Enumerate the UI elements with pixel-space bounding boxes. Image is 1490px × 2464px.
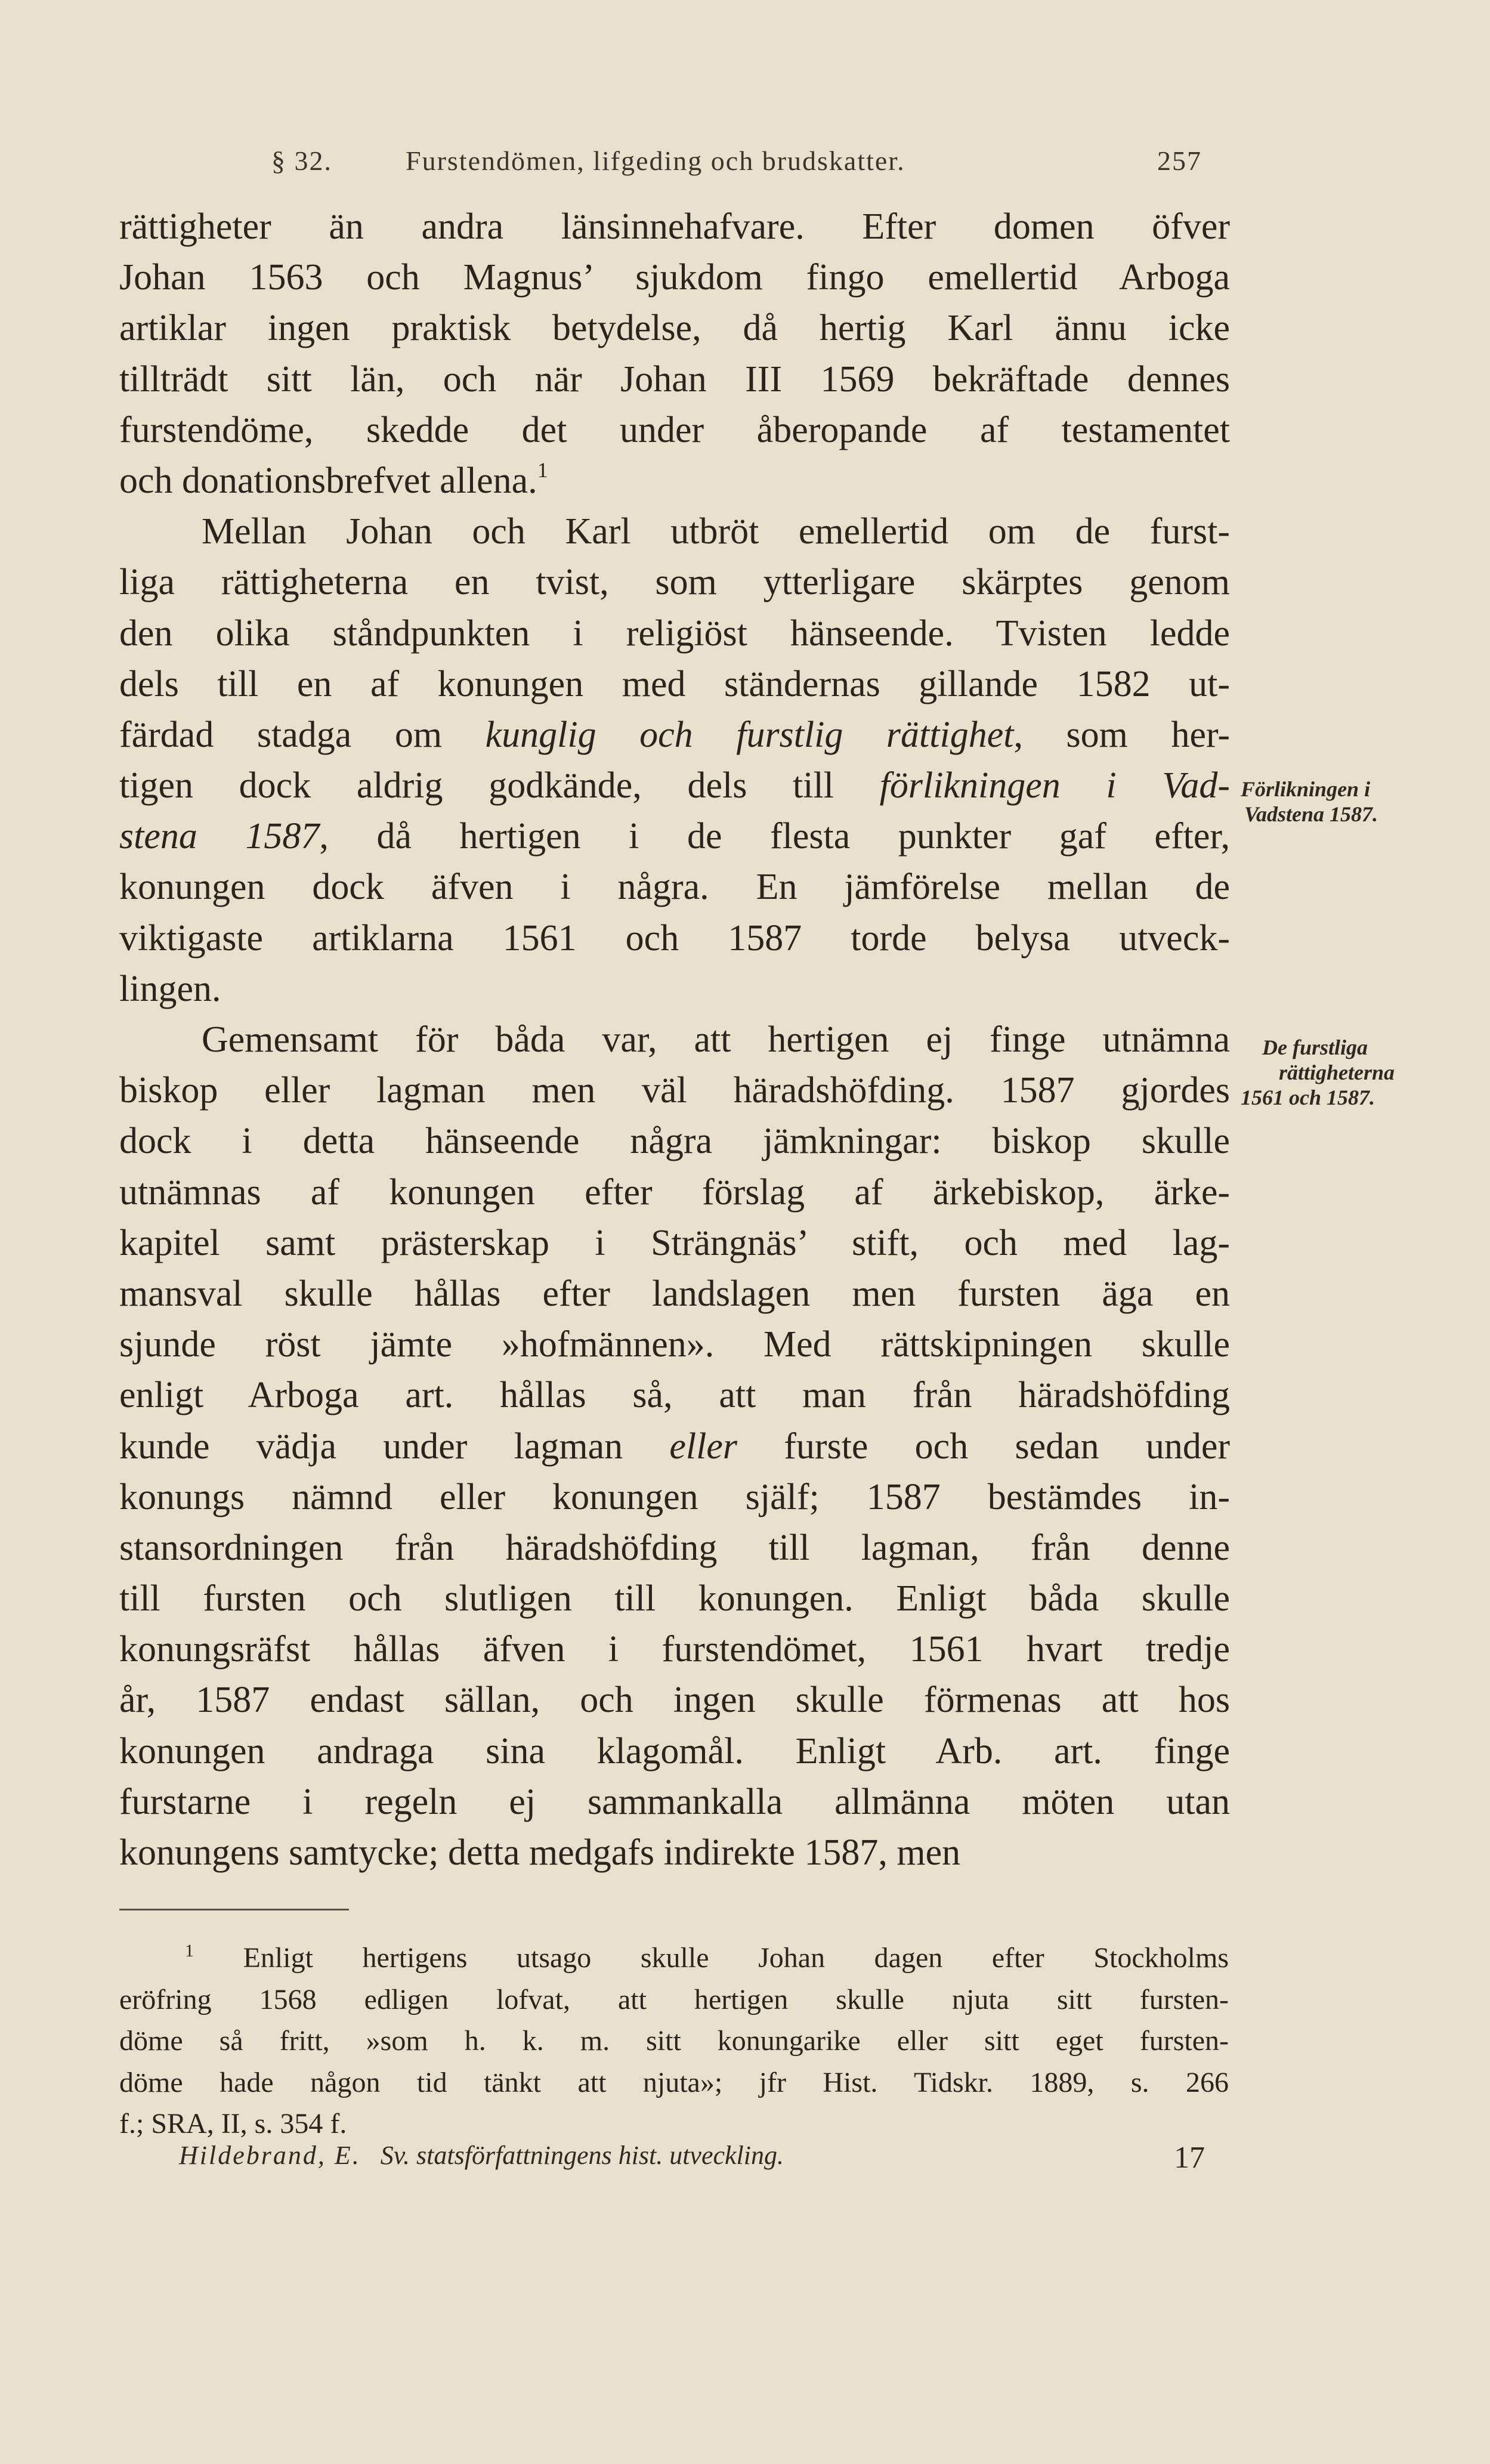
text-line: tillträdt sitt län, och när Johan III 1569 bekräftade dennes bbox=[119, 358, 1230, 400]
italic-phrase: kunglig och furstlig rättighet bbox=[485, 714, 1014, 755]
text-fragment: tigen dock aldrig godkände, dels till bbox=[119, 765, 834, 806]
text-line: lingen. bbox=[119, 968, 221, 1009]
text-line: till fursten och slutligen till konungen. Enligt båda skulle bbox=[119, 1578, 1230, 1619]
text-line: konungen andraga sina klagomål. Enligt Arb. art. finge bbox=[119, 1730, 1230, 1772]
text-fragment: furste och sedan under bbox=[784, 1426, 1231, 1467]
text-line: enligt Arboga art. hållas så, att man från häradshöfding bbox=[119, 1375, 1230, 1416]
footnote-line: eröfring 1568 edligen lofvat, att hertigen skulle njuta sitt fursten- bbox=[119, 1983, 1229, 2015]
text-line: dels till en af konungen med ständernas gillande 1582 ut- bbox=[119, 663, 1230, 704]
text-line: Johan 1563 och Magnus’ sjukdom fingo emellertid Arboga bbox=[119, 257, 1230, 298]
section-number: § 32. bbox=[271, 146, 332, 176]
text-line: furstendöme, skedde det under åberopande af testamentet bbox=[119, 409, 1230, 450]
italic-phrase: stena 1587 bbox=[119, 816, 320, 857]
text-line: dock i detta hänseende några jämkningar: biskop skulle bbox=[119, 1121, 1230, 1162]
text-line: konungens samtycke; detta medgafs indirekte 1587, men bbox=[119, 1832, 961, 1873]
text-line bbox=[119, 710, 1230, 760]
footnote-separator bbox=[119, 1909, 349, 1910]
footnote-reference: 1 bbox=[537, 457, 548, 482]
margin-note-line: De furstliga bbox=[1262, 1035, 1368, 1059]
margin-note-line: Vadstena 1587. bbox=[1244, 802, 1378, 826]
text-line: konungen dock äfven i några. En jämförelse mellan de bbox=[119, 867, 1230, 908]
footnote bbox=[119, 1937, 1229, 2145]
footnote-line bbox=[119, 1937, 1229, 1979]
margin-note-forlikningen bbox=[1241, 777, 1378, 827]
page-number: 257 bbox=[1157, 146, 1202, 176]
footnote-line: döme så fritt, »som h. k. m. sitt konungarike eller sitt eget fursten- bbox=[119, 2025, 1229, 2057]
text-line: konungsräfst hållas äfven i furstendömet, 1561 hvart tredje bbox=[119, 1629, 1230, 1670]
margin-note-line: Förlikningen i bbox=[1241, 777, 1371, 801]
text-fragment: och donationsbrefvet allena. bbox=[119, 460, 537, 501]
text-line: viktigaste artiklarna 1561 och 1587 torde belysa utveck- bbox=[119, 917, 1230, 959]
text-fragment: färdad stadga om bbox=[119, 714, 443, 755]
italic-phrase: förlikningen i Vad- bbox=[879, 765, 1230, 806]
footnote-line: f.; SRA, II, s. 354 f. bbox=[119, 2108, 347, 2140]
margin-note-line: 1561 och 1587. bbox=[1241, 1086, 1375, 1109]
text-line: år, 1587 endast sällan, och ingen skulle förmenas att hos bbox=[119, 1680, 1230, 1721]
footnote-line: döme hade någon tid tänkt att njuta»; jfr Hist. Tidskr. 1889, s. 266 bbox=[119, 2066, 1229, 2098]
text-line: stansordningen från häradshöfding till lagman, från denne bbox=[119, 1527, 1230, 1568]
text-fragment: , som her- bbox=[1013, 714, 1231, 755]
footnote-marker: 1 bbox=[185, 1941, 194, 1961]
text-fragment: , då hertigen i de flesta punkter gaf efter, bbox=[319, 816, 1231, 857]
text-line: artiklar ingen praktisk betydelse, då hertig Karl ännu icke bbox=[119, 308, 1230, 349]
margin-note-furstliga-rattigheterna bbox=[1241, 1035, 1395, 1110]
text-line: utnämnas af konungen efter förslag af ärkebiskop, ärke- bbox=[119, 1171, 1230, 1213]
text-line: mansval skulle hållas efter landslagen men fursten äga en bbox=[119, 1273, 1230, 1314]
source-author: Hildebrand, E. bbox=[179, 2141, 361, 2170]
text-line: konungs nämnd eller konungen själf; 1587 bestämdes in- bbox=[119, 1476, 1230, 1517]
text-line: kapitel samt prästerskap i Strängnäs’ stift, och med lag- bbox=[119, 1222, 1230, 1263]
text-line bbox=[119, 811, 1230, 862]
text-line bbox=[119, 760, 1230, 811]
printer-signature bbox=[179, 2140, 1205, 2175]
main-text bbox=[119, 202, 1230, 1878]
margin-note-line: rättigheterna bbox=[1279, 1061, 1395, 1084]
text-line: biskop eller lagman men väl häradshöfding. 1587 gjordes bbox=[119, 1070, 1230, 1111]
text-line bbox=[119, 456, 1230, 506]
text-line: Mellan Johan och Karl utbröt emellertid om de furst- bbox=[202, 511, 1230, 552]
source-title: Sv. statsförfattningens hist. utveckling. bbox=[380, 2141, 784, 2170]
sheet-number: 17 bbox=[1174, 2141, 1205, 2175]
text-line: Gemensamt för båda var, att hertigen ej finge utnämna bbox=[202, 1019, 1230, 1060]
text-line: liga rättigheterna en tvist, som ytterligare skärptes genom bbox=[119, 562, 1230, 603]
running-title: Furstendömen, lifgeding och brudskatter. bbox=[406, 146, 905, 176]
text-line: den olika ståndpunkten i religiöst hänseende. Tvisten ledde bbox=[119, 613, 1230, 654]
text-line: sjunde röst jämte »hofmännen». Med rättskipningen skulle bbox=[119, 1324, 1230, 1365]
italic-phrase: eller bbox=[669, 1426, 738, 1467]
text-line: furstarne i regeln ej sammankalla allmänna möten utan bbox=[119, 1781, 1230, 1822]
text-line: rättigheter än andra länsinnehafvare. Efter domen öfver bbox=[119, 206, 1230, 247]
text-line bbox=[119, 1421, 1230, 1472]
text-fragment: kunde vädja under lagman bbox=[119, 1426, 623, 1467]
text-fragment: Enligt hertigens utsago skulle Johan dagen efter Stockholms bbox=[243, 1942, 1229, 1974]
